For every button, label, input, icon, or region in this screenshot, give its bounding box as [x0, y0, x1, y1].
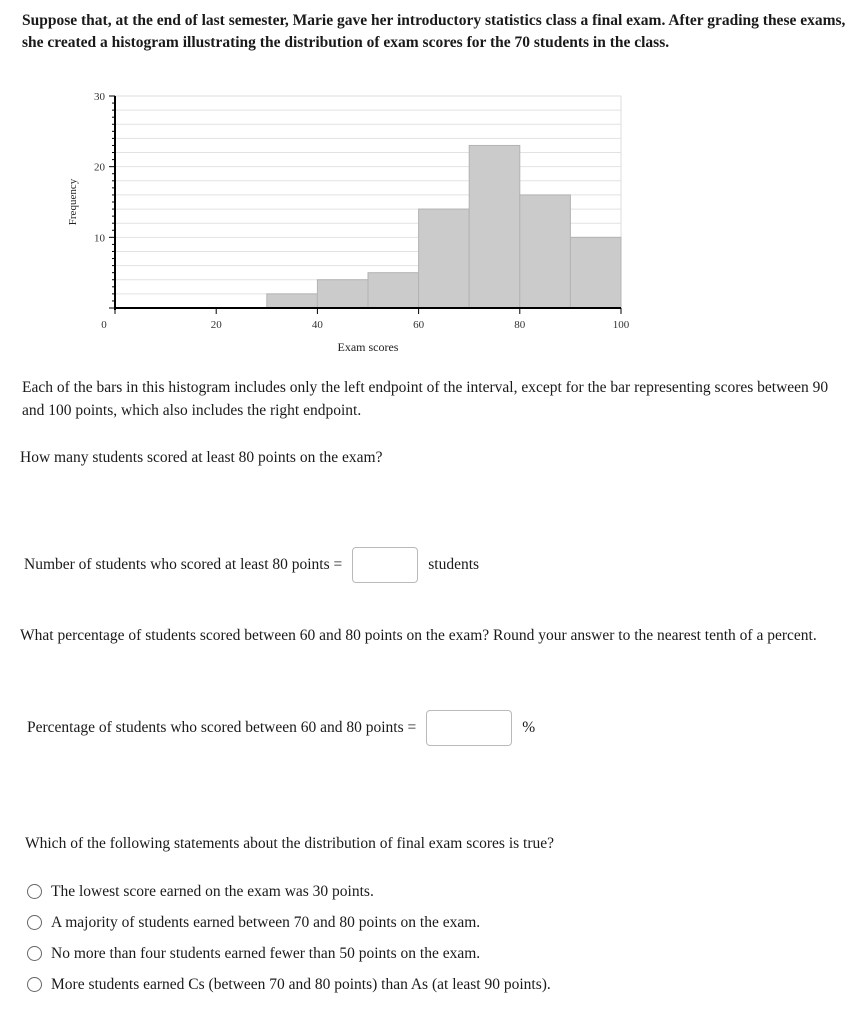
histogram-bar [368, 273, 419, 308]
option-1-label: The lowest score earned on the exam was 30 points. [51, 882, 374, 900]
x-tick-label: 0 [101, 319, 107, 331]
answer-1-label: Number of students who scored at least 80 points = [24, 556, 343, 573]
x-tick-label: 80 [514, 319, 526, 331]
answer-2-label: Percentage of students who scored between 60 and 80 points = [27, 719, 417, 736]
histogram-bar [469, 145, 520, 308]
question-2: What percentage of students scored between 60 and 80 points on the exam? Round your answer to the nearest tenth of a percent. [20, 627, 817, 644]
histogram-bar [570, 237, 621, 308]
x-axis-title: Exam scores [337, 340, 399, 354]
option-2[interactable] [27, 907, 551, 938]
answer-row-1 [24, 545, 479, 585]
histogram-bar [267, 294, 318, 308]
histogram-bar [520, 195, 571, 308]
option-3-label: No more than four students earned fewer than 50 points on the exam. [51, 944, 481, 962]
option-1[interactable] [27, 876, 551, 907]
x-tick-label: 40 [311, 319, 323, 331]
radio-button[interactable] [27, 915, 42, 930]
histogram-bar [419, 209, 470, 308]
radio-button[interactable] [27, 884, 42, 899]
problem-intro: Suppose that, at the end of last semester, Marie gave her introductory statistics class a final exam. After grading these exams, she created a histogram illustrating the distribution of exam scores for the 70 students in the class. [22, 12, 846, 51]
question-1: How many students scored at least 80 points on the exam? [20, 449, 383, 466]
radio-button[interactable] [27, 977, 42, 992]
percentage-answer-input[interactable] [426, 710, 512, 746]
option-4[interactable] [27, 969, 551, 1000]
option-2-label: A majority of students earned between 70 and 80 points on the exam. [51, 913, 481, 931]
students-answer-input[interactable] [352, 547, 418, 583]
option-4-label: More students earned Cs (between 70 and 80 points) than As (at least 90 points). [51, 975, 551, 993]
histogram-chart [60, 86, 640, 366]
answer-options [27, 876, 551, 1000]
endpoint-note: Each of the bars in this histogram includes only the left endpoint of the interval, except for the bar representing scores between 90 and 100 points, which also includes the right endpoint. [22, 379, 829, 419]
x-tick-label: 20 [210, 319, 222, 331]
answer-row-2 [27, 708, 535, 748]
answer-2-unit: % [522, 719, 536, 736]
x-tick-label: 60 [413, 319, 425, 331]
histogram-bar [317, 280, 368, 308]
option-3[interactable] [27, 938, 551, 969]
y-tick-label: 30 [94, 91, 105, 103]
radio-button[interactable] [27, 946, 42, 961]
y-axis-title: Frequency [67, 178, 79, 226]
y-tick-label: 20 [94, 161, 105, 174]
x-tick-label: 100 [612, 319, 630, 331]
question-3: Which of the following statements about the distribution of final exam scores is true? [25, 835, 555, 852]
y-tick-label: 10 [94, 232, 105, 245]
answer-1-unit: students [428, 556, 480, 573]
